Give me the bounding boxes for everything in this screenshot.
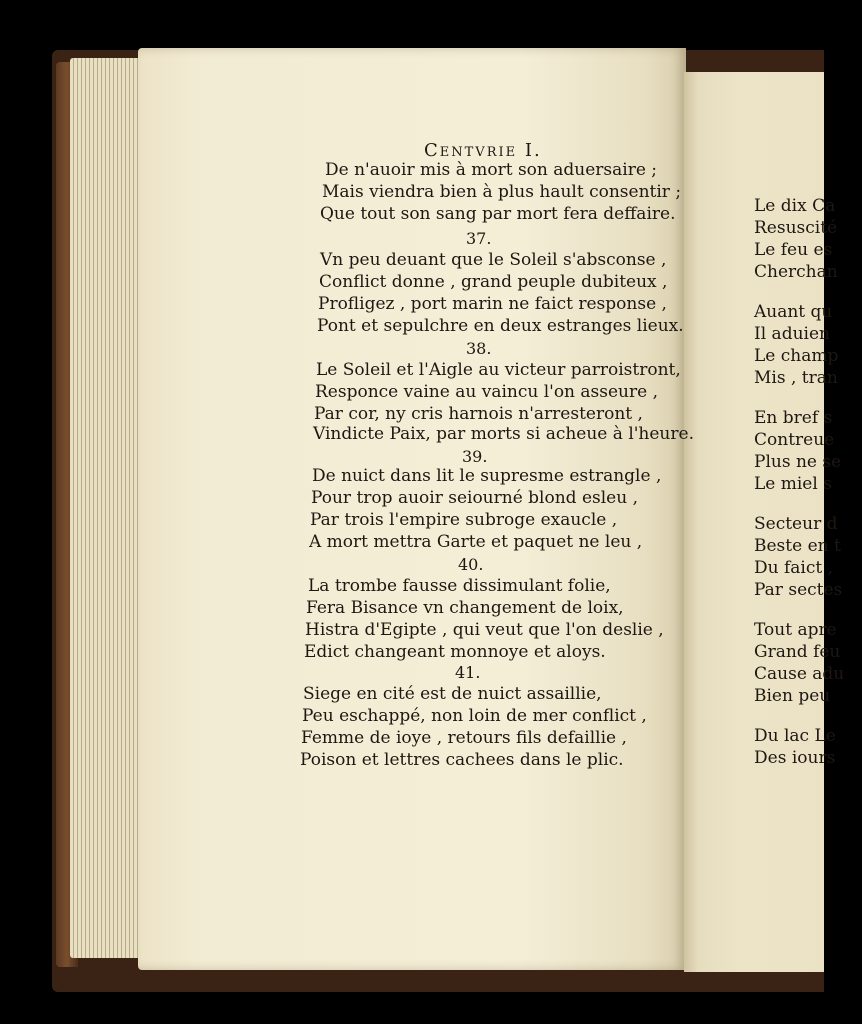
right-line: Mis , tran	[754, 368, 838, 388]
verse-line: Edict changeant monnoye et aloys.	[304, 642, 606, 662]
quatrain-number: 38.	[466, 339, 492, 358]
verse-line: Femme de ioye , retours fils defaillie ,	[301, 728, 627, 748]
right-line: Plus ne se	[754, 452, 842, 472]
right-line: Du lac Le	[754, 726, 836, 746]
verse-line: Pont et sepulchre en deux estranges lieux.	[317, 316, 684, 336]
verse-line: Siege en cité est de nuict assaillie,	[303, 684, 602, 704]
verse-line: Profligez , port marin ne faict response ,	[318, 294, 667, 314]
quatrain-number: 37.	[466, 229, 492, 248]
right-line: Le champ	[754, 346, 839, 366]
verse-line: Responce vaine au vaincu l'on asseure ,	[315, 382, 658, 402]
verse-line: Par cor, ny cris harnois n'arresteront ,	[314, 404, 643, 424]
verse-line: Conflict donne , grand peuple dubiteux ,	[319, 272, 668, 292]
verse-line: Par trois l'empire subroge exaucle ,	[310, 510, 618, 530]
right-line: Contreue	[754, 430, 835, 450]
right-line: Le miel s	[754, 474, 832, 494]
right-line: Du faict ,	[754, 558, 834, 578]
right-line: Par sectes	[754, 580, 843, 600]
verse-line: Que tout son sang par mort fera deffaire.	[320, 204, 676, 224]
quatrain-number: 41.	[455, 663, 481, 682]
verse-line: A mort mettra Garte et paquet ne leu ,	[309, 532, 643, 552]
verse-line: De nuict dans lit le supresme estrangle ,	[312, 466, 662, 486]
right-line: Le feu es	[754, 240, 833, 260]
right-line: Grand feu	[754, 642, 841, 662]
right-line: Bien peu	[754, 686, 831, 706]
right-line: Tout apre	[754, 620, 837, 640]
verse-line: De n'auoir mis à mort son aduersaire ;	[325, 160, 658, 180]
right-line: Cause adu	[754, 664, 845, 684]
right-line: Cherchan	[754, 262, 838, 282]
verse-line: Mais viendra bien à plus hault consentir ;	[322, 182, 682, 202]
right-line: Le dix Ca	[754, 196, 836, 216]
verse-line: La trombe fausse dissimulant folie,	[308, 576, 611, 596]
right-line: Beste en t	[754, 536, 841, 556]
right-line: En bref s	[754, 408, 833, 428]
right-line: Il aduien	[754, 324, 830, 344]
verse-line: Poison et lettres cachees dans le plic.	[300, 750, 624, 770]
verse-line: Pour trop auoir seiourné blond esleu ,	[311, 488, 639, 508]
verse-line: Vindicte Paix, par morts si acheue à l'heure.	[313, 424, 694, 444]
verse-line: Vn peu deuant que le Soleil s'absconse ,	[320, 250, 667, 270]
right-line: Resuscité	[754, 218, 838, 238]
quatrain-number: 40.	[458, 555, 484, 574]
quatrain-number: 39.	[462, 447, 488, 466]
page-header: Centvrie I.	[424, 140, 542, 161]
right-line: Auant qu	[754, 302, 833, 322]
right-line: Secteur d	[754, 514, 838, 534]
right-line: Des iours	[754, 748, 836, 768]
verse-line: Le Soleil et l'Aigle au victeur parroistront,	[316, 360, 681, 380]
verse-line: Histra d'Egipte , qui veut que l'on deslie ,	[305, 620, 664, 640]
verse-line: Fera Bisance vn changement de loix,	[306, 598, 624, 618]
verse-line: Peu eschappé, non loin de mer conflict ,	[302, 706, 647, 726]
